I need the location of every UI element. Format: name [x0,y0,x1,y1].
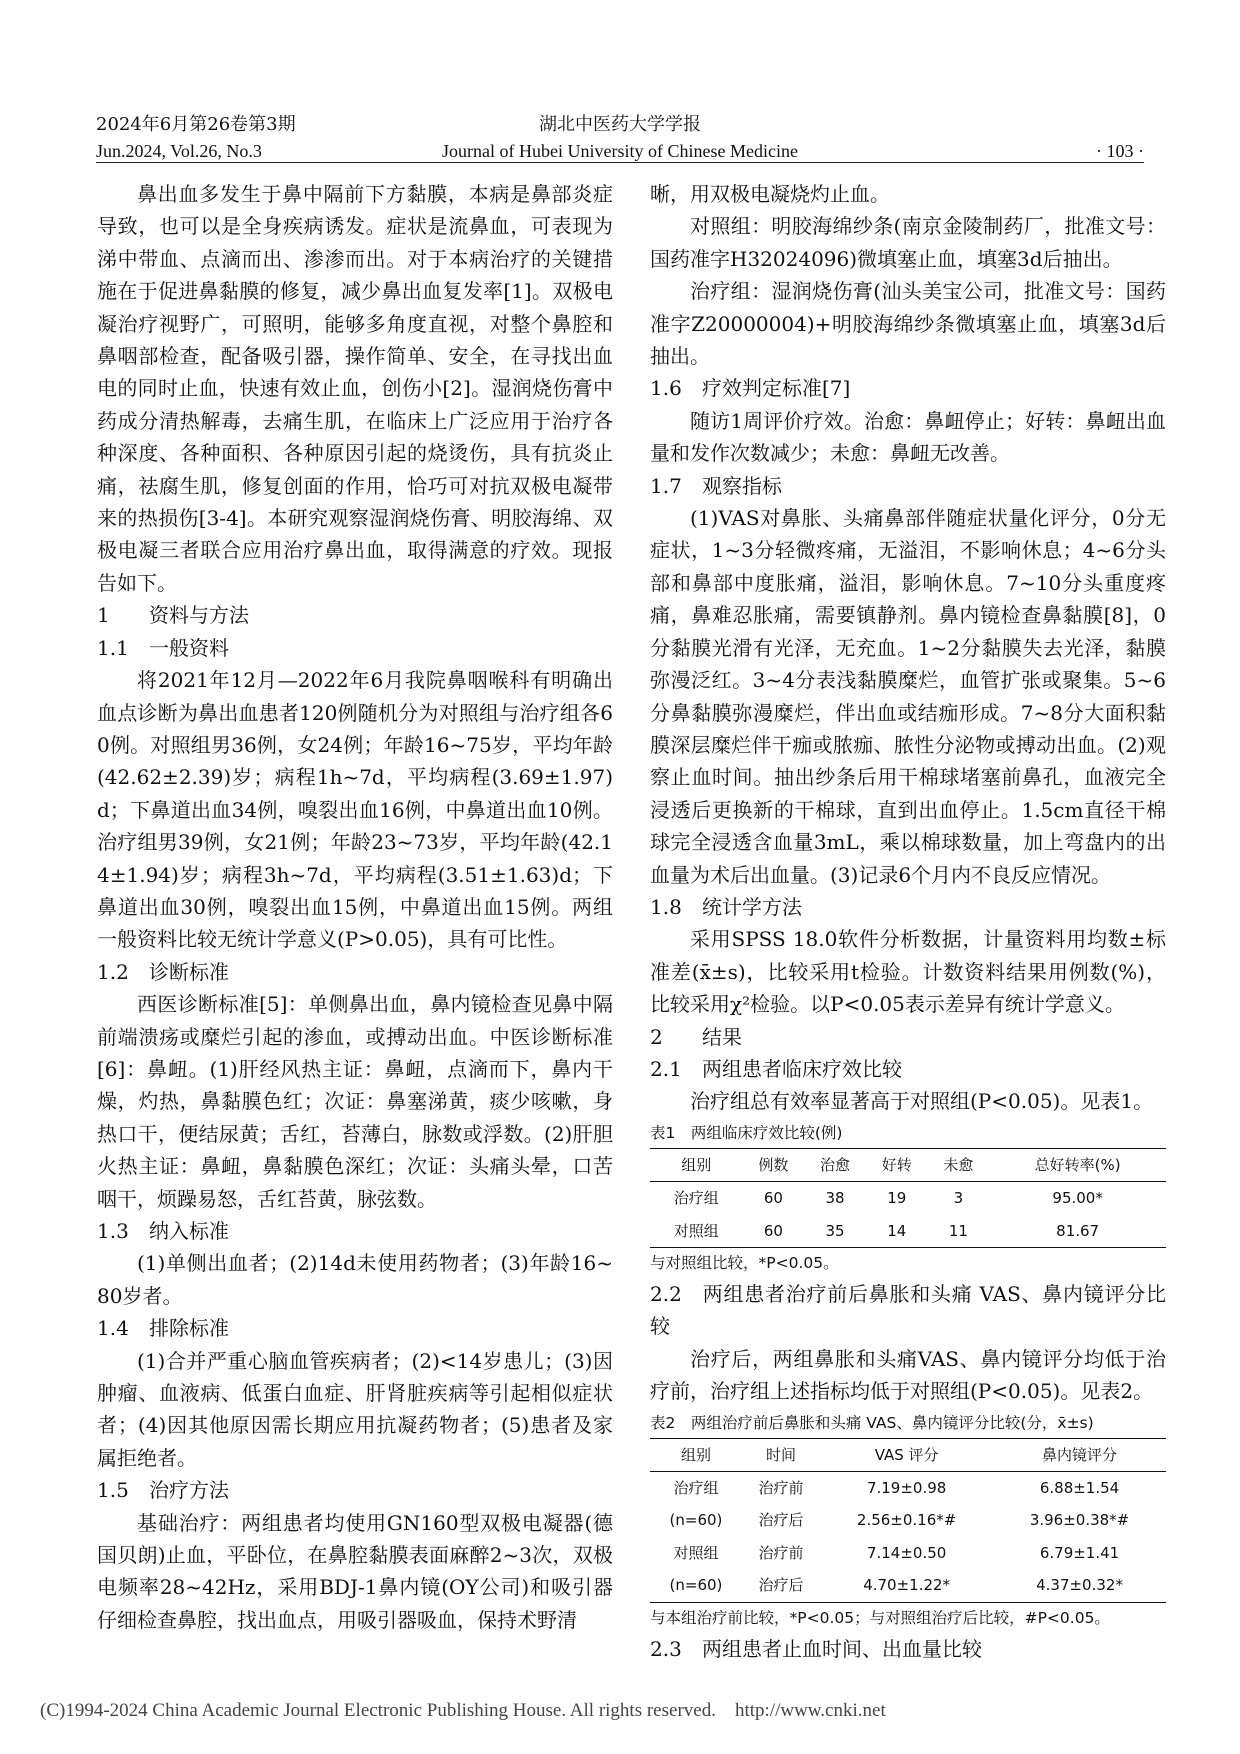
subsection-heading [97,1312,613,1344]
table-cell: 35 [804,1215,866,1248]
table-cell: 治疗后 [758,1511,804,1530]
table-cell: 7.19±0.98 [866,1479,947,1498]
section-heading [97,599,613,631]
table-cell: 60 [743,1215,805,1248]
table2-caption: 表2 两组治疗前后鼻胀和头痛 VAS、鼻内镜评分比较(分，x̄±s) [650,1413,1094,1432]
intro-paragraph: 鼻出血多发生于鼻中隔前下方黏膜，本病是鼻部炎症导致，也可以是全身疾病诱发。症状是流鼻血，可表现为涕中带血、点滴而出、渗渗而出。对于本病治疗的关键措施在于促进鼻黏膜的修复，减少鼻出血复发率[1]。双极电凝治疗视野广，可照明，能够多角度直视，对整个鼻腔和鼻咽部检查，配备吸引器，操作简单、安全，在寻找出血电的同时止血，快速有效止血，创伤小[2]。湿润烧伤膏中药成分清热解毒，去痛生肌，在临床上广泛应用于治疗各种深度、各种面积、各种原因引起的烧烫伤，具有抗炎止痛，祛腐生肌，修复创面的作用，恰巧可对抗双极电凝带来的热损伤[3-4]。本研究观察湿润烧伤膏、明胶海绵、双极电凝三者联合应用治疗鼻出血，取得满意的疗效。现报告如下。 [97,182,613,595]
statistics-paragraph: 采用SPSS 18.0软件分析数据，计量资料用均数±标准差(x̄±s)，比较采用t检验。计数资料结果用例数(%)，比较采用χ²检验。以P<0.05表示差异有统计学意义。 [650,927,1166,1017]
subsection-heading [650,1053,1166,1085]
table-header-cell: 时间 [742,1438,820,1471]
table-header-cell: 未愈 [928,1148,990,1181]
treatment-method-paragraph: 基础治疗：两组患者均使用GN160型双极电凝器(德国贝朗)止血，平卧位，在鼻腔黏膜表面麻醉2~3次，双极电频率28~42Hz，采用BDJ-1鼻内镜(OY公司)和吸引器仔细检查鼻腔，找出血点，用吸引器吸血，保持术野清 [97,1510,613,1632]
control-group-paragraph: 对照组：明胶海绵纱条(南京金陵制药厂，批准文号：国药准字H32024096)微填塞止血，填塞3d后抽出。 [650,214,1166,271]
journal-title-cn: 湖北中医药大学学报 [539,114,701,135]
table-cell: 2.56±0.16*# [856,1511,957,1530]
table-cell: 对照组 [650,1215,743,1248]
inclusion-paragraph: (1)单侧出血者；(2)14d未使用药物者；(3)年龄16~80岁者。 [97,1251,613,1308]
subsection-heading [97,1215,613,1247]
subsection-title: 统计学方法 [702,894,802,919]
subsection-title: 两组患者止血时间、出血量比较 [702,1636,982,1661]
subsection-title: 排除标准 [149,1316,229,1341]
subsection-title: 两组患者临床疗效比较 [702,1056,902,1081]
table-cell: 治疗前 [758,1543,804,1562]
table-header-cell: 例数 [743,1148,805,1181]
subsection-number: 2.2 [650,1282,682,1306]
table-cell: 14 [866,1215,928,1248]
table-header-cell: 鼻内镜评分 [993,1438,1166,1471]
table-cell: 4.37±0.32* [993,1569,1166,1602]
section-number: 1 [97,603,110,628]
table-row [650,1472,1166,1505]
section-number: 2 [650,1024,663,1049]
table-header-row [650,1148,1166,1181]
table-header-cell: 组别 [650,1148,743,1181]
table-cell: 3.96±0.38*# [1029,1511,1130,1530]
table1-caption: 表1 两组临床疗效比较(例) [650,1123,843,1142]
table-row [650,1569,1166,1602]
table-cell: 治疗前 [758,1479,804,1498]
efficacy-result-paragraph: 治疗组总有效率显著高于对照组(P<0.05)。见表1。 [690,1089,1154,1114]
footer-url: http://www.cnki.net [734,1700,886,1721]
issue-info-en: Jun.2024, Vol.26, No.3 [96,141,262,161]
table-header-cell: VAS 评分 [820,1438,993,1471]
subsection-number: 1.4 [97,1316,129,1341]
subsection-number: 1.3 [97,1219,129,1243]
issue-info-cn: 2024年6月第26卷第3期 [96,114,296,135]
continued-paragraph: 晰，用双极电凝烧灼止血。 [650,182,890,206]
section-title: 结果 [702,1024,742,1049]
subsection-number: 1.6 [650,376,682,401]
table-cell: 38 [825,1189,845,1208]
table-header-row [650,1438,1166,1471]
subsection-heading [650,372,1166,404]
subsection-title: 观察指标 [702,473,782,498]
table-header-cell: 组别 [650,1438,742,1471]
table-cell: 3 [953,1189,964,1208]
subsection-heading [650,891,1166,923]
table-header-cell: 总好转率(%) [989,1148,1166,1181]
copyright-text: (C)1994-2024 China Academic Journal Electronic Publishing House. All rights reserved. [40,1700,716,1721]
table-cell: 治疗组 [673,1189,719,1208]
subsection-heading [650,1633,1166,1665]
table-cell: 11 [928,1215,990,1248]
subsection-number: 2.3 [650,1636,682,1661]
cnki-footer [40,1700,886,1722]
table1-note: 与对照组比较，*P<0.05。 [650,1254,839,1272]
table-cell: 19 [887,1189,907,1208]
table-cell: 6.88±1.54 [1039,1479,1120,1498]
section-title: 资料与方法 [149,603,249,628]
subsection-title: 两组患者治疗前后鼻胀和头痛 VAS、鼻内镜评分比较 [650,1282,1166,1339]
treatment-group-paragraph: 治疗组：湿润烧伤膏(汕头美宝公司，批准文号：国药准字Z20000004)+明胶海绵纱条微填塞止血，填塞3d后抽出。 [650,279,1166,369]
vas-result-paragraph: 治疗后，两组鼻胀和头痛VAS、鼻内镜评分均低于治疗前，治疗组上述指标均低于对照组(P<0.05)。见表2。 [650,1346,1166,1404]
header-rule [96,162,1144,163]
subsection-heading [97,632,613,664]
subsection-heading [97,956,613,988]
subsection-number: 1.5 [97,1478,129,1503]
diagnosis-paragraph: 西医诊断标准[5]：单侧鼻出血，鼻内镜检查见鼻中隔前端溃疡或糜烂引起的渗血，或搏动出血。中医诊断标准[6]：鼻衄。(1)肝经风热主证：鼻衄，点滴而下，鼻内干燥，灼热，鼻黏膜色红；次证：鼻塞涕黄，痰少咳嗽，身热口干，便结尿黄；舌红，苔薄白，脉数或浮数。(2)肝胆火热主证：鼻衄，鼻黏膜色深红；次证：头痛头晕，口苦咽干，烦躁易怒，舌红苔黄，脉弦数。 [97,992,613,1211]
table-row [650,1215,1166,1248]
table-header-cell: 好转 [866,1148,928,1181]
table-cell: 6.79±1.41 [1039,1543,1120,1562]
subsection-title: 纳入标准 [149,1219,229,1243]
table-row [650,1504,1166,1536]
subsection-number: 1.2 [97,959,129,984]
subsection-title: 治疗方法 [149,1478,229,1503]
table-cell: 对照组 [673,1543,719,1562]
subsection-number: 1.7 [650,473,682,498]
table-cell: 4.70±1.22* [820,1569,993,1602]
efficacy-criteria-paragraph: 随访1周评价疗效。治愈：鼻衄停止；好转：鼻衄出血量和发作次数减少；未愈：鼻衄无改善。 [650,408,1166,466]
table-row [650,1537,1166,1569]
left-column [97,178,613,1636]
table-row [650,1182,1166,1215]
subsection-heading [650,470,1166,502]
table-cell: 治疗组 [673,1479,719,1498]
table1 [650,1148,1166,1248]
journal-title-en: Journal of Hubei University of Chinese Medicine [442,141,798,161]
table-cell: (n=60) [669,1511,723,1530]
section-heading [650,1021,1166,1053]
subsection-number: 1.8 [650,894,682,919]
page-number: · 103 · [1096,141,1144,161]
right-column [650,178,1166,1665]
table2 [650,1438,1166,1603]
table-cell: 7.14±0.50 [866,1543,947,1562]
journal-title [96,112,1144,164]
subsection-heading [97,1474,613,1506]
subsection-heading [650,1278,1166,1343]
table2-note: 与本组治疗前比较，*P<0.05；与对照组治疗后比较，#P<0.05。 [650,1608,1110,1627]
table-cell: 60 [763,1189,783,1208]
table-cell: 81.67 [989,1215,1166,1248]
subsection-title: 诊断标准 [149,959,229,984]
observation-paragraph: (1)VAS对鼻胀、头痛鼻部伴随症状量化评分，0分无症状，1~3分轻微疼痛，无溢泪，不影响休息；4~6分头部和鼻部中度胀痛，溢泪，影响休息。7~10分头重度疼痛，鼻难忍胀痛，需要镇静剂。鼻内镜检查鼻黏膜[8]，0分黏膜光滑有光泽，无充血。1~2分黏膜失去光泽，黏膜弥漫泛红。3~4分表浅黏膜糜烂，血管扩张或聚集。5~6分鼻黏膜弥漫糜烂，伴出血或结痂形成。7~8分大面积黏膜深层糜烂伴干痂或脓痂、脓性分泌物或搏动出血。(2)观察止血时间。抽出纱条后用干棉球堵塞前鼻孔，血液完全浸透后更换新的干棉球，直到出血停止。1.5cm直径干棉球完全浸透含血量3mL，乘以棉球数量，加上弯盘内的出血量为术后出血量。(3)记录6个月内不良反应情况。 [650,506,1166,887]
table-cell: 治疗后 [742,1569,820,1602]
subsection-number: 2.1 [650,1056,682,1081]
subsection-title: 一般资料 [149,635,229,660]
exclusion-paragraph: (1)合并严重心脑血管疾病者；(2)<14岁患儿；(3)因肿瘤、血液病、低蛋白血症、肝肾脏疾病等引起相似症状者；(4)因其他原因需长期应用抗凝药物者；(5)患者及家属拒绝者。 [97,1348,613,1470]
table-cell: (n=60) [650,1569,742,1602]
subsection-title: 疗效判定标准[7] [702,376,851,401]
general-data-paragraph: 将2021年12月—2022年6月我院鼻咽喉科有明确出血点诊断为鼻出血患者120例随机分为对照组与治疗组各60例。对照组男36例，女24例；年龄16~75岁，平均年龄(42.62±2.39)岁；病程1h~7d，平均病程(3.69±1.97)d；下鼻道出血34例，嗅裂出血16例，中鼻道出血10例。治疗组男39例，女21例；年龄23~73岁，平均年龄(42.14±1.94)岁；病程3h~7d，平均病程(3.51±1.63)d；下鼻道出血30例，嗅裂出血15例，中鼻道出血15例。两组一般资料比较无统计学意义(P>0.05)，具有可比性。 [97,668,613,952]
subsection-number: 1.1 [97,635,129,660]
table-cell: 95.00* [1052,1189,1103,1208]
table-header-cell: 治愈 [804,1148,866,1181]
